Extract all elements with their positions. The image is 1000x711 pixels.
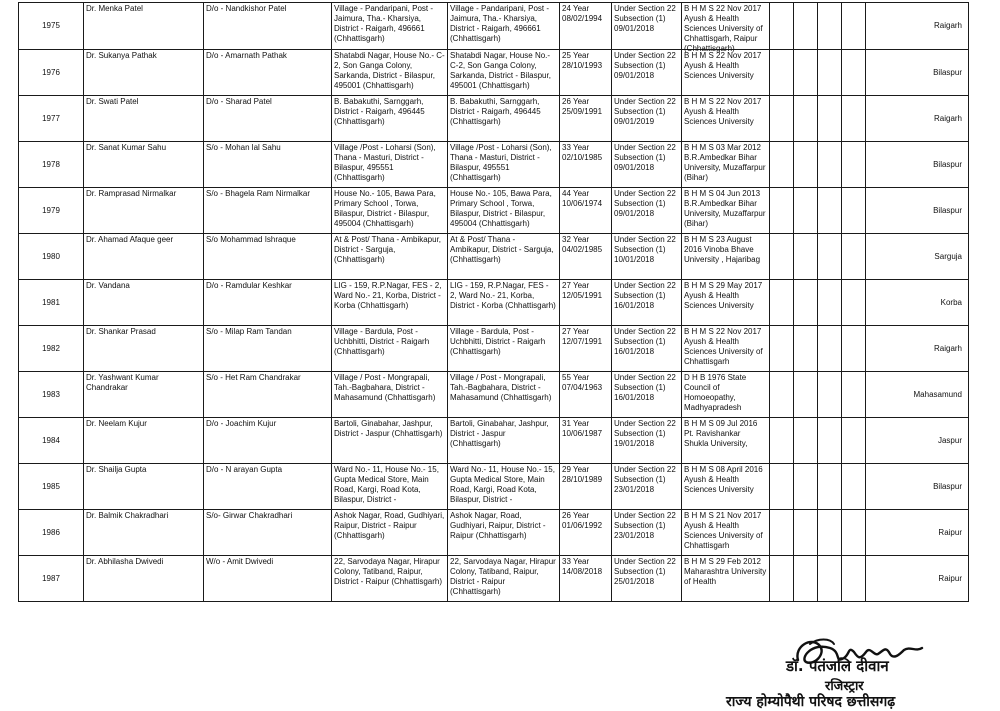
age-dob-cell-text: 26 Year 01/06/1992 (562, 511, 603, 530)
age-dob-cell (560, 50, 612, 96)
registration-section-cell-text: Under Section 22 Subsection (1) 25/01/2018 (614, 557, 676, 586)
name-cell (84, 464, 204, 510)
district-cell: Raigarh (866, 326, 969, 372)
empty-cell (818, 280, 842, 326)
table-body (19, 3, 969, 602)
empty-cell (842, 372, 866, 418)
permanent-address-cell (332, 326, 448, 372)
name-cell (84, 50, 204, 96)
name-cell (84, 188, 204, 234)
empty-cell (842, 418, 866, 464)
correspondence-address-cell (448, 234, 560, 280)
table-row (19, 188, 969, 234)
empty-cell (770, 50, 794, 96)
district-cell: Raigarh (866, 96, 969, 142)
serial-number-cell-text: 1978 (42, 159, 60, 169)
permanent-address-cell-text: Ward No.- 11, House No.- 15, Gupta Medical Store, Main Road, Kargi, Road Kota, Bilaspur, District - (334, 465, 439, 504)
relation-cell-text: D/o - Nandkishor Patel (206, 4, 287, 13)
name-cell-text: Dr. Neelam Kujur (86, 419, 147, 428)
qualification-cell (682, 280, 770, 326)
name-cell-text: Dr. Vandana (86, 281, 130, 290)
empty-cell (794, 326, 818, 372)
registration-section-cell-text: Under Section 22 Subsection (1) 23/01/2018 (614, 465, 676, 494)
qualification-cell (682, 510, 770, 556)
permanent-address-cell (332, 50, 448, 96)
permanent-address-cell-text: Bartoli, Ginabahar, Jashpur, District - Jaspur (Chhattisgarh) (334, 419, 443, 438)
empty-cell (794, 418, 818, 464)
permanent-address-cell (332, 3, 448, 50)
correspondence-address-cell-text: Bartoli, Ginabahar, Jashpur, District - Jaspur (Chhattisgarh) (450, 419, 549, 448)
qualification-cell-text: B H M S 08 April 2016 Ayush & Health Sciences University (684, 465, 763, 494)
age-dob-cell (560, 418, 612, 464)
age-dob-cell-text: 26 Year 25/09/1991 (562, 97, 603, 116)
qualification-cell (682, 142, 770, 188)
empty-cell (842, 280, 866, 326)
relation-cell-text: D/o - Ramdular Keshkar (206, 281, 292, 290)
name-cell-text: Dr. Menka Patel (86, 4, 143, 13)
permanent-address-cell-text: Ashok Nagar, Road, Gudhiyari, Raipur, District - Raipur (Chhattisgarh) (334, 511, 445, 540)
permanent-address-cell-text: Village / Post - Mongrapali, Tah.-Bagbahara, District - Mahasamund (Chhattisgarh) (334, 373, 436, 402)
age-dob-cell (560, 326, 612, 372)
district-cell: Bilaspur (866, 464, 969, 510)
district-cell: Raigarh (866, 3, 969, 50)
correspondence-address-cell-text: Village / Post - Mongrapali, Tah.-Bagbahara, District - Mahasamund (Chhattisgarh) (450, 373, 552, 402)
permanent-address-cell-text: At & Post/ Thana - Ambikapur, District - Sarguja, (Chhattisgarh) (334, 235, 442, 264)
name-cell-text: Dr. Sanat Kumar Sahu (86, 143, 167, 152)
empty-cell (770, 280, 794, 326)
qualification-cell-text: B H M S 22 Nov 2017 Ayush & Health Sciences University (684, 51, 762, 80)
signature-block (700, 630, 1000, 710)
name-cell (84, 96, 204, 142)
empty-cell (770, 510, 794, 556)
empty-cell (842, 96, 866, 142)
registration-section-cell (612, 510, 682, 556)
relation-cell (204, 326, 332, 372)
qualification-cell (682, 50, 770, 96)
permanent-address-cell-text: House No.- 105, Bawa Para, Primary School , Torwa, Bilaspur, District - Bilaspur, 495004 (Chhattisgarh) (334, 189, 436, 228)
registration-section-cell-text: Under Section 22 Subsection (1) 10/01/2018 (614, 235, 676, 264)
registration-section-cell (612, 234, 682, 280)
correspondence-address-cell-text: Ashok Nagar, Road, Gudhiyari, Raipur, District - Raipur (Chhattisgarh) (450, 511, 546, 540)
empty-cell (770, 418, 794, 464)
empty-cell (770, 326, 794, 372)
qualification-cell (682, 96, 770, 142)
qualification-cell-text: D H B 1976 State Council of Homoeopathy, Madhyapradesh (684, 373, 747, 412)
register-sheet (18, 2, 968, 602)
empty-cell (818, 96, 842, 142)
empty-cell (794, 556, 818, 602)
name-cell-text: Dr. Sukanya Pathak (86, 51, 157, 60)
registration-section-cell-text: Under Section 22 Subsection (1) 09/01/2018 (614, 51, 676, 80)
relation-cell-text: S/o- Girwar Chakradhari (206, 511, 293, 520)
permanent-address-cell (332, 142, 448, 188)
table-row (19, 510, 969, 556)
name-cell (84, 142, 204, 188)
relation-cell (204, 372, 332, 418)
name-cell (84, 234, 204, 280)
age-dob-cell (560, 510, 612, 556)
relation-cell (204, 234, 332, 280)
empty-cell (794, 510, 818, 556)
registration-section-cell-text: Under Section 22 Subsection (1) 09/01/2018 (614, 4, 676, 33)
district-cell: Bilaspur (866, 50, 969, 96)
relation-cell (204, 50, 332, 96)
qualification-cell-text: B H M S 29 Feb 2012 Maharashtra University of Health (684, 557, 767, 586)
age-dob-cell (560, 372, 612, 418)
correspondence-address-cell (448, 372, 560, 418)
serial-number-cell (19, 280, 84, 326)
relation-cell-text: S/o - Milap Ram Tandan (206, 327, 292, 336)
correspondence-address-cell (448, 142, 560, 188)
serial-number-cell-text: 1980 (42, 251, 60, 261)
permanent-address-cell (332, 372, 448, 418)
table-row (19, 96, 969, 142)
relation-cell-text: S/o - Mohan lal Sahu (206, 143, 281, 152)
age-dob-cell (560, 3, 612, 50)
empty-cell (842, 326, 866, 372)
age-dob-cell (560, 234, 612, 280)
district-cell: Raipur (866, 556, 969, 602)
serial-number-cell (19, 556, 84, 602)
district-cell: Raipur (866, 510, 969, 556)
serial-number-cell-text: 1981 (42, 297, 60, 307)
serial-number-cell (19, 50, 84, 96)
relation-cell (204, 3, 332, 50)
relation-cell-text: D/o - N arayan Gupta (206, 465, 283, 474)
name-cell-text: Dr. Abhilasha Dwivedi (86, 557, 164, 566)
empty-cell (818, 326, 842, 372)
age-dob-cell (560, 280, 612, 326)
name-cell (84, 372, 204, 418)
registration-section-cell (612, 96, 682, 142)
empty-cell (818, 3, 842, 50)
qualification-cell-text: B H M S 29 May 2017 Ayush & Health Sciences University (684, 281, 763, 310)
qualification-cell (682, 326, 770, 372)
qualification-cell (682, 418, 770, 464)
registration-section-cell (612, 418, 682, 464)
organization-name: राज्य होम्योपैथी परिषद छत्तीसगढ़ (726, 694, 896, 710)
age-dob-cell-text: 25 Year 28/10/1993 (562, 51, 603, 70)
empty-cell (818, 142, 842, 188)
age-dob-cell-text: 44 Year 10/06/1974 (562, 189, 603, 208)
permanent-address-cell (332, 96, 448, 142)
table-row (19, 142, 969, 188)
name-cell (84, 280, 204, 326)
empty-cell (794, 50, 818, 96)
relation-cell-text: S/o Mohammad Ishraque (206, 235, 296, 244)
name-cell (84, 326, 204, 372)
permanent-address-cell (332, 188, 448, 234)
correspondence-address-cell-text: At & Post/ Thana - Ambikapur, District - Sarguja, (Chhattisgarh) (450, 235, 554, 264)
relation-cell (204, 464, 332, 510)
table-row (19, 556, 969, 602)
age-dob-cell (560, 96, 612, 142)
registration-section-cell (612, 326, 682, 372)
registration-section-cell-text: Under Section 22 Subsection (1) 16/01/2018 (614, 327, 676, 356)
table-row (19, 234, 969, 280)
relation-cell (204, 556, 332, 602)
serial-number-cell-text: 1979 (42, 205, 60, 215)
correspondence-address-cell-text: Village /Post - Loharsi (Son), Thana - Masturi, District - Bilaspur, 495551 (Chhattisgarh) (450, 143, 552, 182)
serial-number-cell (19, 234, 84, 280)
serial-number-cell-text: 1986 (42, 527, 60, 537)
serial-number-cell (19, 96, 84, 142)
permanent-address-cell-text: B. Babakuthi, Sarnggarh, District - Raigarh, 496445 (Chhattisgarh) (334, 97, 425, 126)
correspondence-address-cell (448, 280, 560, 326)
empty-cell (818, 418, 842, 464)
permanent-address-cell-text: Village - Bardula, Post - Uchbhitti, District - Raigarh (Chhattisgarh) (334, 327, 430, 356)
registration-section-cell-text: Under Section 22 Subsection (1) 16/01/2018 (614, 373, 676, 402)
qualification-cell-text: B H M S 22 Nov 2017 Ayush & Health Sciences University of Chhattisgarh, Raipur (Chhattisgarh) (684, 4, 763, 53)
relation-cell-text: D/o - Sharad Patel (206, 97, 272, 106)
permanent-address-cell (332, 510, 448, 556)
age-dob-cell-text: 27 Year 12/05/1991 (562, 281, 603, 300)
registration-section-cell-text: Under Section 22 Subsection (1) 23/01/2018 (614, 511, 676, 540)
registration-section-cell (612, 188, 682, 234)
serial-number-cell-text: 1984 (42, 435, 60, 445)
correspondence-address-cell (448, 96, 560, 142)
correspondence-address-cell-text: B. Babakuthi, Sarnggarh, District - Raigarh, 496445 (Chhattisgarh) (450, 97, 541, 126)
district-cell: Korba (866, 280, 969, 326)
name-cell-text: Dr. Ramprasad Nirmalkar (86, 189, 177, 198)
relation-cell-text: W/o - Amit Dwivedi (206, 557, 274, 566)
permanent-address-cell-text: LIG - 159, R.P.Nagar, FES - 2, Ward No.- 21, Korba, District - Korba (Chhattisgarh) (334, 281, 442, 310)
name-cell-text: Dr. Yashwant Kumar Chandrakar (86, 373, 159, 392)
registration-section-cell-text: Under Section 22 Subsection (1) 09/01/2018 (614, 189, 676, 218)
correspondence-address-cell (448, 3, 560, 50)
correspondence-address-cell (448, 464, 560, 510)
district-cell: Bilaspur (866, 188, 969, 234)
empty-cell (842, 188, 866, 234)
correspondence-address-cell (448, 418, 560, 464)
registration-section-cell-text: Under Section 22 Subsection (1) 09/01/2019 (614, 97, 676, 126)
age-dob-cell-text: 55 Year 07/04/1963 (562, 373, 603, 392)
age-dob-cell (560, 142, 612, 188)
age-dob-cell-text: 33 Year 14/08/2018 (562, 557, 603, 576)
registration-section-cell (612, 464, 682, 510)
empty-cell (818, 510, 842, 556)
permanent-address-cell (332, 280, 448, 326)
empty-cell (794, 280, 818, 326)
relation-cell-text: D/o - Joachim Kujur (206, 419, 277, 428)
table-row (19, 418, 969, 464)
relation-cell-text: D/o - Amarnath Pathak (206, 51, 287, 60)
signatory-name: डॉ. पतंजलि दीवान (786, 657, 889, 675)
age-dob-cell (560, 188, 612, 234)
empty-cell (842, 234, 866, 280)
registration-section-cell-text: Under Section 22 Subsection (1) 16/01/2018 (614, 281, 676, 310)
registration-section-cell (612, 50, 682, 96)
age-dob-cell-text: 33 Year 02/10/1985 (562, 143, 603, 162)
qualification-cell-text: B H M S 03 Mar 2012 B.R.Ambedkar Bihar University, Muzaffarpur (Bihar) (684, 143, 766, 182)
permanent-address-cell (332, 556, 448, 602)
permanent-address-cell-text: 22, Sarvodaya Nagar, Hirapur Colony, Tatiband, Raipur, District - Raipur (Chhattisgarh) (334, 557, 443, 586)
age-dob-cell (560, 464, 612, 510)
name-cell-text: Dr. Ahamad Afaque geer (86, 235, 174, 244)
relation-cell-text: S/o - Bhagela Ram Nirmalkar (206, 189, 311, 198)
qualification-cell-text: B H M S 04 Jun 2013 B.R.Ambedkar Bihar University, Muzaffarpur (Bihar) (684, 189, 766, 228)
qualification-cell-text: B H M S 22 Nov 2017 Ayush & Health Sciences University (684, 97, 762, 126)
empty-cell (818, 188, 842, 234)
qualification-cell (682, 188, 770, 234)
empty-cell (794, 188, 818, 234)
relation-cell (204, 280, 332, 326)
empty-cell (818, 50, 842, 96)
age-dob-cell-text: 24 Year 08/02/1994 (562, 4, 603, 23)
name-cell-text: Dr. Shailja Gupta (86, 465, 147, 474)
registration-section-cell (612, 3, 682, 50)
serial-number-cell (19, 188, 84, 234)
qualification-cell (682, 372, 770, 418)
relation-cell (204, 188, 332, 234)
empty-cell (818, 234, 842, 280)
table-row (19, 3, 969, 50)
registration-section-cell (612, 142, 682, 188)
permanent-address-cell (332, 464, 448, 510)
empty-cell (818, 556, 842, 602)
permanent-address-cell (332, 234, 448, 280)
relation-cell (204, 142, 332, 188)
serial-number-cell (19, 142, 84, 188)
district-cell: Sarguja (866, 234, 969, 280)
empty-cell (770, 188, 794, 234)
empty-cell (842, 3, 866, 50)
table-row (19, 280, 969, 326)
empty-cell (770, 556, 794, 602)
serial-number-cell (19, 372, 84, 418)
signatory-title: रजिस्ट्रार (825, 679, 864, 694)
empty-cell (842, 556, 866, 602)
empty-cell (842, 142, 866, 188)
qualification-cell (682, 464, 770, 510)
serial-number-cell (19, 3, 84, 50)
correspondence-address-cell-text: House No.- 105, Bawa Para, Primary School , Torwa, Bilaspur, District - Bilaspur, 495004 (Chhattisgarh) (450, 189, 552, 228)
serial-number-cell (19, 510, 84, 556)
district-cell: Jaspur (866, 418, 969, 464)
empty-cell (770, 372, 794, 418)
empty-cell (770, 96, 794, 142)
empty-cell (770, 464, 794, 510)
correspondence-address-cell-text: 22, Sarvodaya Nagar, Hirapur Colony, Tatiband, Raipur, District - Raipur (Chhattisgarh) (450, 557, 556, 596)
name-cell (84, 418, 204, 464)
qualification-cell-text: B H M S 21 Nov 2017 Ayush & Health Sciences University of Chhattisgarh (684, 511, 763, 550)
serial-number-cell-text: 1985 (42, 481, 60, 491)
empty-cell (770, 142, 794, 188)
qualification-cell-text: B H M S 09 Jul 2016 Pt. Ravishankar Shukla University, (684, 419, 758, 448)
qualification-cell (682, 234, 770, 280)
table-row (19, 50, 969, 96)
correspondence-address-cell (448, 188, 560, 234)
empty-cell (794, 234, 818, 280)
name-cell (84, 510, 204, 556)
qualification-cell (682, 3, 770, 53)
serial-number-cell-text: 1982 (42, 343, 60, 353)
correspondence-address-cell-text: Village - Pandaripani, Post - Jaimura, Tha.- Kharsiya, District - Raigarh, 496661 (Chhattisgarh) (450, 4, 550, 43)
relation-cell (204, 510, 332, 556)
name-cell (84, 3, 204, 50)
correspondence-address-cell-text: Shatabdi Nagar, House No.- C-2, Son Ganga Colony, Sarkanda, District - Bilaspur, 495001 (Chhattisgarh) (450, 51, 551, 90)
registration-section-cell-text: Under Section 22 Subsection (1) 19/01/2018 (614, 419, 676, 448)
name-cell-text: Dr. Balmik Chakradhari (86, 511, 169, 520)
empty-cell (818, 464, 842, 510)
correspondence-address-cell-text: Village - Bardula, Post - Uchbhitti, District - Raigarh (Chhattisgarh) (450, 327, 546, 356)
empty-cell (794, 142, 818, 188)
table-row (19, 326, 969, 372)
empty-cell (818, 372, 842, 418)
registration-section-cell (612, 280, 682, 326)
name-cell-text: Dr. Shankar Prasad (86, 327, 156, 336)
relation-cell (204, 418, 332, 464)
age-dob-cell-text: 27 Year 12/07/1991 (562, 327, 603, 346)
relation-cell (204, 96, 332, 142)
serial-number-cell-text: 1983 (42, 389, 60, 399)
serial-number-cell-text: 1987 (42, 573, 60, 583)
serial-number-cell (19, 418, 84, 464)
correspondence-address-cell-text: LIG - 159, R.P.Nagar, FES - 2, Ward No.- 21, Korba, District - Korba (Chhattisgarh) (450, 281, 556, 310)
permanent-address-cell-text: Village - Pandaripani, Post - Jaimura, Tha.- Kharsiya, District - Raigarh, 496661 (Chhattisgarh) (334, 4, 434, 43)
empty-cell (794, 464, 818, 510)
qualification-cell-text: B H M S 22 Nov 2017 Ayush & Health Sciences University of Chhattisgarh (684, 327, 763, 366)
registration-section-cell (612, 372, 682, 418)
empty-cell (770, 3, 794, 50)
empty-cell (794, 372, 818, 418)
empty-cell (842, 50, 866, 96)
name-cell (84, 556, 204, 602)
correspondence-address-cell (448, 326, 560, 372)
qualification-cell-text: B H M S 23 August 2016 Vinoba Bhave University , Hajaribag (684, 235, 761, 264)
age-dob-cell-text: 31 Year 10/06/1987 (562, 419, 603, 438)
registration-table (18, 2, 969, 602)
empty-cell (842, 510, 866, 556)
registration-section-cell (612, 556, 682, 602)
serial-number-cell (19, 464, 84, 510)
registration-section-cell-text: Under Section 22 Subsection (1) 09/01/2018 (614, 143, 676, 172)
serial-number-cell-text: 1976 (42, 67, 60, 77)
age-dob-cell-text: 32 Year 04/02/1985 (562, 235, 603, 254)
correspondence-address-cell (448, 510, 560, 556)
permanent-address-cell-text: Shatabdi Nagar, House No.- C-2, Son Ganga Colony, Sarkanda, District - Bilaspur, 495001 (Chhattisgarh) (334, 51, 445, 90)
serial-number-cell-text: 1977 (42, 113, 60, 123)
empty-cell (842, 464, 866, 510)
empty-cell (770, 234, 794, 280)
relation-cell-text: S/o - Het Ram Chandrakar (206, 373, 301, 382)
empty-cell (794, 3, 818, 50)
serial-number-cell-text: 1975 (42, 21, 60, 30)
correspondence-address-cell (448, 556, 560, 602)
permanent-address-cell (332, 418, 448, 464)
table-row (19, 464, 969, 510)
permanent-address-cell-text: Village /Post - Loharsi (Son), Thana - Masturi, District - Bilaspur, 495551 (Chhattisgarh) (334, 143, 436, 182)
empty-cell (794, 96, 818, 142)
correspondence-address-cell-text: Ward No.- 11, House No.- 15, Gupta Medical Store, Main Road, Kargi, Road Kota, Bilaspur, District - (450, 465, 555, 504)
table-row (19, 372, 969, 418)
age-dob-cell (560, 556, 612, 602)
district-cell: Mahasamund (866, 372, 969, 418)
age-dob-cell-text: 29 Year 28/10/1989 (562, 465, 603, 484)
serial-number-cell (19, 326, 84, 372)
name-cell-text: Dr. Swati Patel (86, 97, 139, 106)
correspondence-address-cell (448, 50, 560, 96)
qualification-cell (682, 556, 770, 602)
district-cell: Bilaspur (866, 142, 969, 188)
